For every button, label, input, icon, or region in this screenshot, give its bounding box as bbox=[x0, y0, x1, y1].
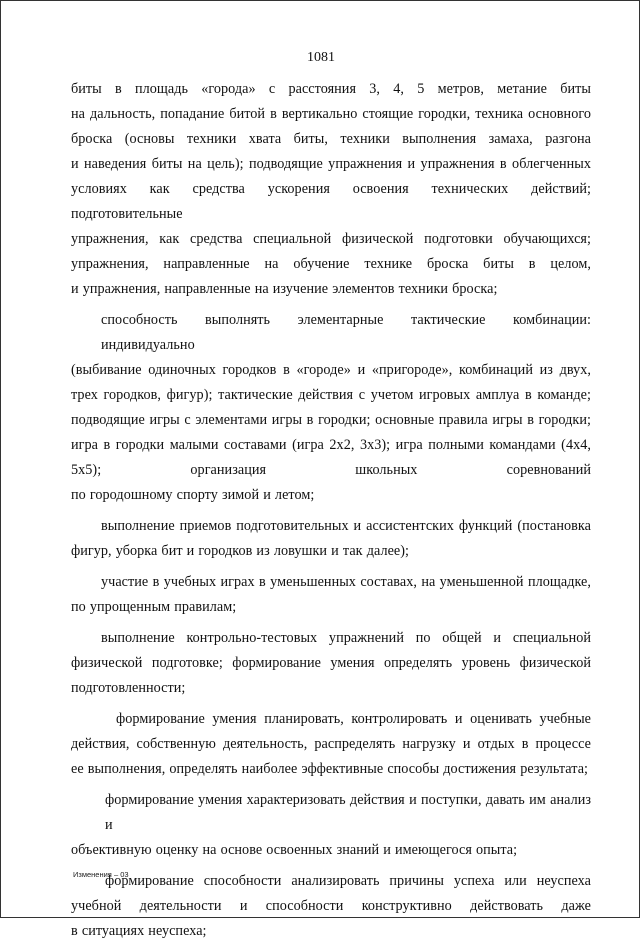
paragraph-1 bbox=[71, 77, 591, 302]
paragraph-8 bbox=[71, 869, 591, 944]
revision-footer: Изменения – 03 bbox=[73, 870, 129, 879]
text-line: фигур, уборка бит и городков из ловушки и так далее); bbox=[71, 543, 410, 559]
text-line: упражнения, направленные на обучение технике броска биты в целом, bbox=[71, 256, 591, 272]
text-line: подготовленности; bbox=[71, 680, 186, 696]
text-line: формирование умения планировать, контролировать и оценивать учебные bbox=[116, 711, 591, 727]
text-line: формирование способности анализировать причины успеха или неуспеха bbox=[105, 873, 591, 889]
text-line: учебной деятельности и способности конструктивно действовать даже bbox=[71, 898, 591, 914]
page-number: 1081 bbox=[307, 50, 335, 65]
text-line: по упрощенным правилам; bbox=[71, 599, 237, 615]
text-line: броска (основы техники хвата биты, техники выполнения замаха, разгона bbox=[71, 131, 591, 147]
paragraph-2 bbox=[71, 308, 591, 508]
text-line: биты в площадь «города» с расстояния 3, 4, 5 метров, метание биты bbox=[71, 81, 591, 97]
text-line: в ситуациях неуспеха; bbox=[71, 923, 207, 939]
text-line: объективную оценку на основе освоенных знаний и имеющегося опыта; bbox=[71, 842, 518, 858]
text-line: игра в городки малыми составами (игра 2х2, 3х3); игра полными командами (4х4, bbox=[71, 437, 591, 453]
text-line: ее выполнения, определять наиболее эффективные способы достижения результата; bbox=[71, 761, 589, 777]
text-line: и наведения биты на цель); подводящие упражнения и упражнения в облегченных bbox=[71, 156, 591, 172]
text-line: физической подготовке; формирование умения определять уровень физической bbox=[71, 655, 591, 671]
paragraph-4 bbox=[71, 570, 591, 620]
paragraph-6 bbox=[71, 707, 591, 782]
text-line: действия, собственную деятельность, распределять нагрузку и отдых в процессе bbox=[71, 736, 591, 752]
text-line: по городошному спорту зимой и летом; bbox=[71, 487, 315, 503]
text-line: (выбивание одиночных городков в «городе» и «пригороде», комбинаций из двух, bbox=[71, 362, 591, 378]
text-line: способность выполнять элементарные тактические комбинации: индивидуально bbox=[101, 312, 591, 353]
text-line: на дальность, попадание битой в вертикально стоящие городки, техника основного bbox=[71, 106, 591, 122]
paragraph-3 bbox=[71, 514, 591, 564]
text-line: и упражнения, направленные на изучение элементов техники броска; bbox=[71, 281, 498, 297]
text-line: упражнения, как средства специальной физической подготовки обучающихся; bbox=[71, 231, 591, 247]
text-line: участие в учебных играх в уменьшенных составах, на уменьшенной площадке, bbox=[101, 574, 591, 590]
text-line: 5х5); организация школьных соревнований bbox=[71, 462, 591, 478]
text-line: выполнение приемов подготовительных и ассистентских функций (постановка bbox=[101, 518, 591, 534]
document-body bbox=[71, 77, 591, 950]
paragraph-5 bbox=[71, 626, 591, 701]
text-line: трех городков, фигур); тактические действия с учетом игровых амплуа в команде; bbox=[71, 387, 591, 403]
text-line: выполнение контрольно-тестовых упражнений по общей и специальной bbox=[101, 630, 591, 646]
text-line: подводящие игры с элементами игры в городки; основные правила игры в городки; bbox=[71, 412, 591, 428]
paragraph-7 bbox=[71, 788, 591, 863]
text-line: условиях как средства ускорения освоения технических действий; подготовительные bbox=[71, 181, 591, 222]
text-line: формирование умения характеризовать действия и поступки, давать им анализ и bbox=[105, 792, 591, 833]
